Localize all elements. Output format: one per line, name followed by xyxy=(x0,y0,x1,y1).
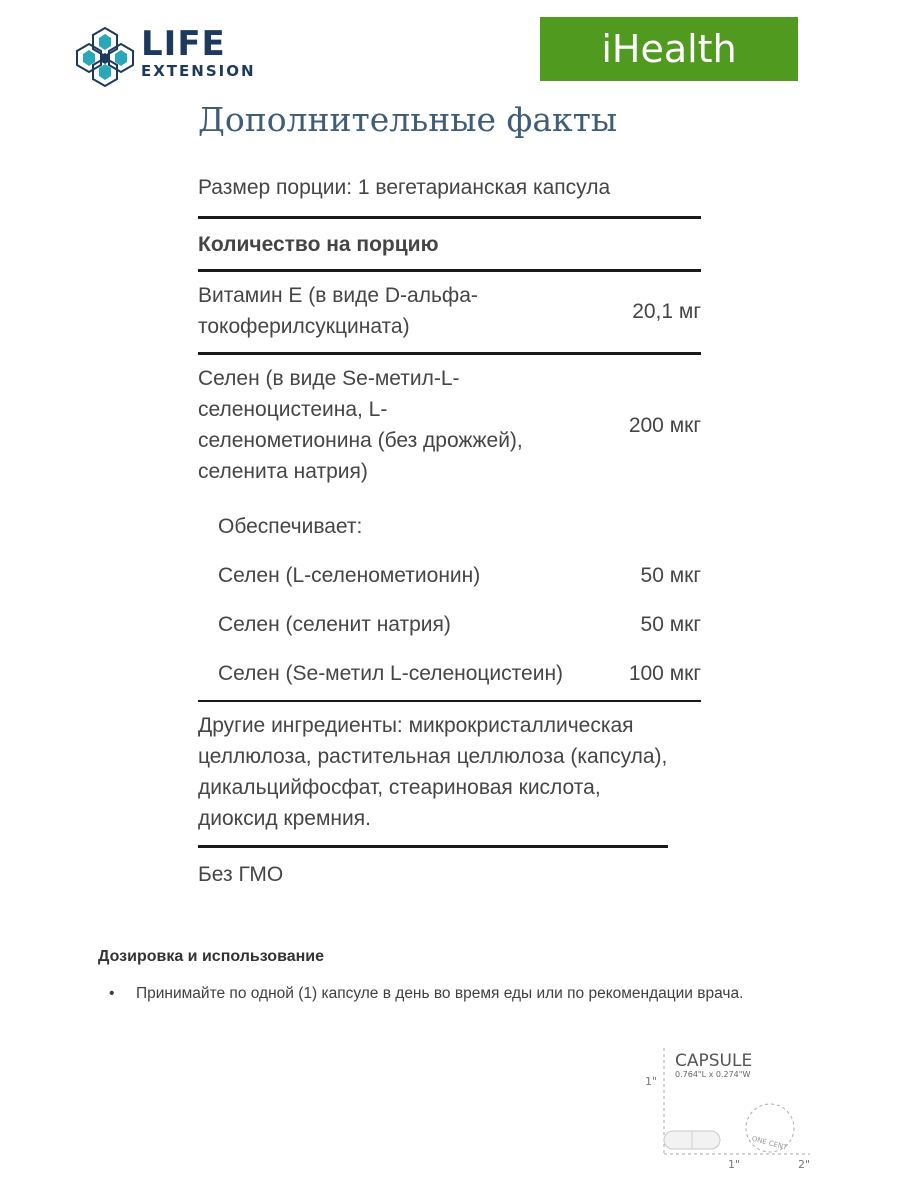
provides-row xyxy=(198,600,701,649)
provides-name: Селен (L-селенометионин) xyxy=(218,564,481,587)
provides-row xyxy=(198,551,701,600)
capsule-label: CAPSULE xyxy=(675,1051,753,1071)
provides-section xyxy=(198,497,701,702)
provides-amount: 100 мкг xyxy=(628,662,701,685)
provides-name: Селен (Se-метил L-селеноцистеин) xyxy=(218,662,564,685)
dosage-instruction-text: Принимайте по одной (1) капсуле в день во время еды или по рекомендации врача. xyxy=(136,985,744,1002)
other-ingredients: Другие ингредиенты: микрокристаллическая целлюлоза, растительная целлюлоза (капсула), дикальцийфосфат, стеариновая кислота, диоксид кремния. xyxy=(198,702,668,848)
ihealth-badge xyxy=(540,17,798,81)
dosage-instruction xyxy=(114,985,743,1003)
amount-per-serving-heading: Количество на порцию xyxy=(198,219,701,272)
capsule-size-figure xyxy=(640,1040,820,1180)
capsule-dimensions: 0.764"L x 0.274"W xyxy=(675,1070,751,1079)
provides-label: Обеспечивает: xyxy=(218,515,363,538)
serving-size: Размер порции: 1 вегетарианская капсула xyxy=(198,170,701,219)
scale-1-horizontal: 1" xyxy=(728,1158,741,1171)
coin-label: ONE CENT xyxy=(750,1134,788,1152)
non-gmo-label: Без ГМО xyxy=(198,863,284,886)
provides-row xyxy=(198,649,701,700)
nutrient-amount: 20,1 мг xyxy=(632,299,701,323)
dosage-title: Дозировка и использование xyxy=(98,948,324,965)
brand-badge-label: iHealth xyxy=(601,27,737,71)
provides-amount: 50 мкг xyxy=(640,613,701,636)
supplement-facts-panel xyxy=(198,170,701,890)
nutrient-row xyxy=(198,272,701,355)
scale-1-vertical: 1" xyxy=(645,1075,658,1088)
logo-line1: LIFE xyxy=(141,24,226,64)
nutrient-name: Витамин E (в виде D-альфа-токоферилсукцината) xyxy=(198,284,478,338)
provides-amount: 50 мкг xyxy=(640,564,701,587)
logo-line2: EXTENSION xyxy=(141,62,256,80)
scale-2-horizontal: 2" xyxy=(798,1158,811,1171)
life-extension-logo xyxy=(75,26,305,90)
nutrient-row xyxy=(198,355,701,497)
hexagon-logo-icon xyxy=(75,26,135,88)
nutrient-name: Селен (в виде Se-метил-L-селеноцистеина, L-селенометионина (без дрожжей), селенита натрия) xyxy=(198,367,523,483)
nutrient-amount: 200 мкг xyxy=(628,413,701,437)
page-title: Дополнительные факты xyxy=(198,100,618,139)
provides-name: Селен (селенит натрия) xyxy=(218,613,451,636)
